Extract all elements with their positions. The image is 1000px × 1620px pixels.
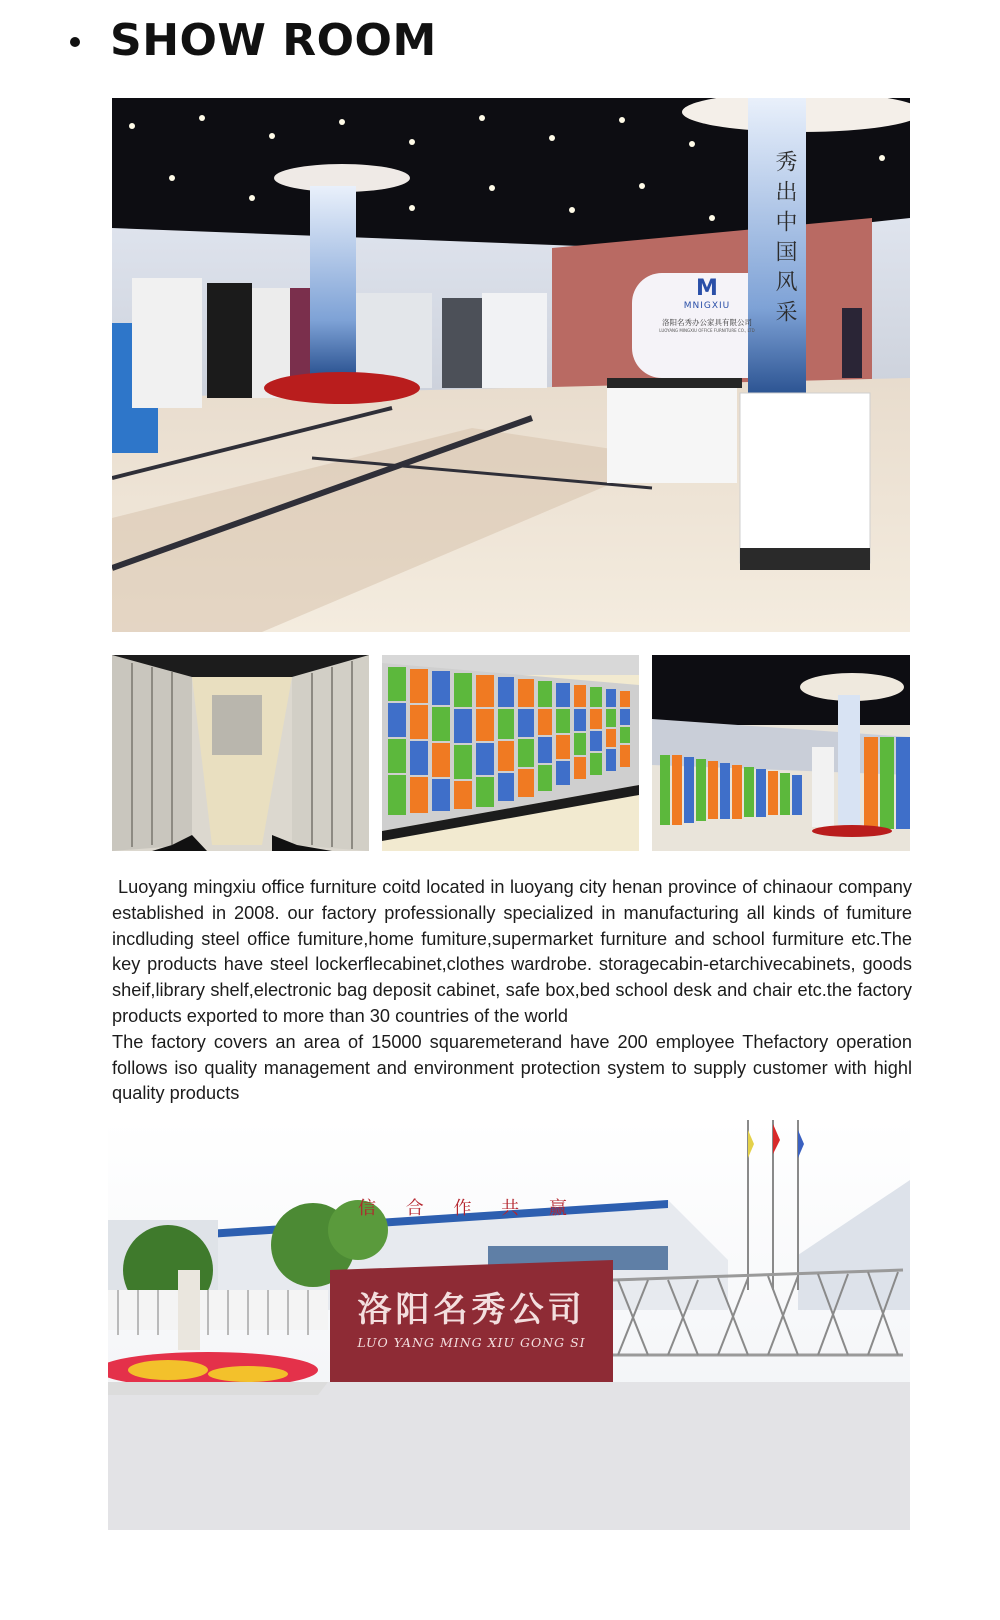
company-description bbox=[112, 875, 912, 1107]
section-header bbox=[70, 12, 437, 68]
description-paragraph-2: The factory covers an area of 15000 squaremeterand have 200 employee Thefactory operation follows iso quality management and environment protection system to supply customer with highl quality products bbox=[112, 1031, 912, 1104]
logo-company-cn: 洛阳名秀办公家具有限公司 bbox=[662, 318, 752, 327]
showroom-main-photo bbox=[112, 98, 910, 632]
factory-gate-photo bbox=[108, 1120, 910, 1530]
company-sign-cn: 洛阳名秀公司 bbox=[357, 1290, 586, 1330]
company-sign bbox=[330, 1270, 613, 1350]
logo-mark-icon: M bbox=[696, 276, 718, 301]
company-sign-en: LUO YANG MING XIU GONG SI bbox=[357, 1335, 586, 1350]
showroom-logo bbox=[632, 276, 782, 333]
showroom-corridor-photo bbox=[112, 655, 369, 851]
colorful-lockers-photo bbox=[382, 655, 639, 851]
description-paragraph-1: Luoyang mingxiu office furniture coitd located in luoyang city henan province of chinaour company established in 2008. our factory professionally specialized in manufacturing all kinds of fumiture incdluding steel office fumiture,home fumiture,supermarket furniture and school furmiture etc.The key products have steel lockerflecabinet,clothes wardrobe. storagecabin-etarchivecabinets, goods sheif,library shelf,electronic bag deposit cabinet, safe box,bed school desk and chair etc.the factory products exported to more than 30 countries of the world bbox=[112, 877, 912, 1026]
pillar-text: 秀出中国风采 bbox=[772, 150, 797, 330]
logo-brand: MNIGXIU bbox=[683, 301, 731, 311]
showroom-lockers-pillar-photo bbox=[652, 655, 910, 851]
logo-company-en: LUOYANG MINGXIU OFFICE FURNITURE CO., LTD bbox=[659, 328, 755, 333]
roof-slogan: 信 合 作 共 赢 bbox=[358, 1198, 579, 1219]
bullet-dot bbox=[70, 37, 80, 47]
page-title: SHOW ROOM bbox=[110, 14, 437, 66]
